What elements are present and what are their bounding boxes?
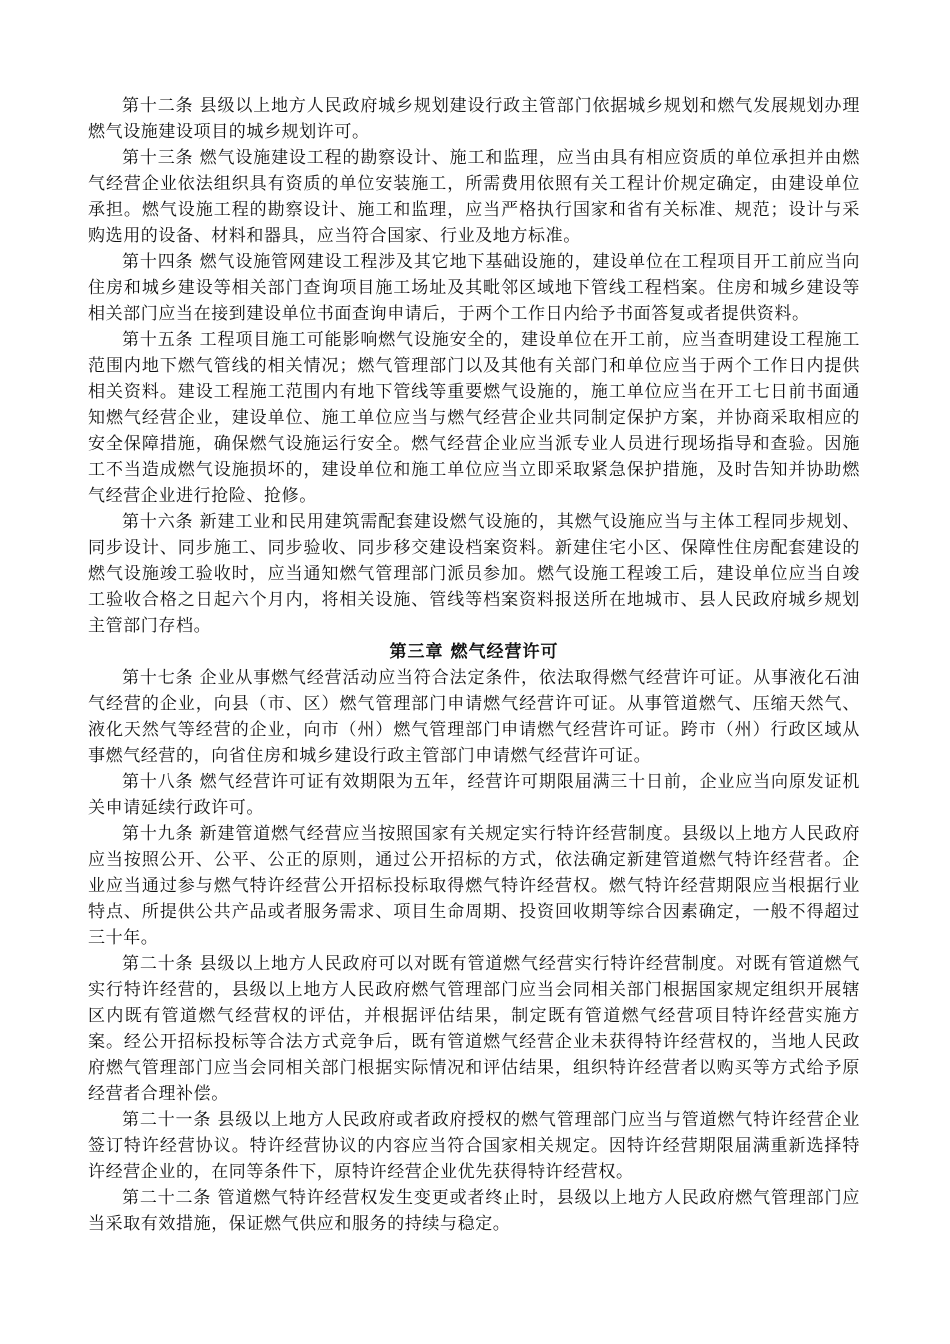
article-13: 第十三条 燃气设施建设工程的勘察设计、施工和监理，应当由具有相应资质的单位承担并由燃气经营企业依法组织具有资质的单位安装施工，所需费用依照有关工程计价规定确定，由建设单位承担。燃气设施工程的勘察设计、施工和监理，应当严格执行国家和省有关标准、规范；设计与采购选用的设备、材料和器具，应当符合国家、行业及地方标准。 [88, 148, 860, 246]
article-12: 第十二条 县级以上地方人民政府城乡规划建设行政主管部门依据城乡规划和燃气发展规划办理燃气设施建设项目的城乡规划许可。 [88, 96, 860, 142]
article-22: 第二十二条 管道燃气特许经营权发生变更或者终止时，县级以上地方人民政府燃气管理部门应当采取有效措施，保证燃气供应和服务的持续与稳定。 [88, 1188, 860, 1234]
document-body [88, 93, 860, 1237]
article-14: 第十四条 燃气设施管网建设工程涉及其它地下基础设施的，建设单位在工程项目开工前应当向住房和城乡建设等相关部门查询项目施工场址及其毗邻区域地下管线工程档案。住房和城乡建设等相关部门应当在接到建设单位书面查询申请后，于两个工作日内给予书面答复或者提供资料。 [88, 252, 860, 324]
article-20: 第二十条 县级以上地方人民政府可以对既有管道燃气经营实行特许经营制度。对既有管道燃气实行特许经营的，县级以上地方人民政府燃气管理部门应当会同相关部门根据国家规定组织开展辖区内既有管道燃气经营权的评估，并根据评估结果，制定既有管道燃气经营项目特许经营实施方案。经公开招标投标等合法方式竞争后，既有管道燃气经营企业未获得特许经营权的，当地人民政府燃气管理部门应当会同相关部门根据实际情况和评估结果，组织特许经营者以购买等方式给予原经营者合理补偿。 [88, 954, 860, 1104]
article-19: 第十九条 新建管道燃气经营应当按照国家有关规定实行特许经营制度。县级以上地方人民政府应当按照公开、公平、公正的原则，通过公开招标的方式，依法确定新建管道燃气特许经营者。企业应当通过参与燃气特许经营公开招标投标取得燃气特许经营权。燃气特许经营期限应当根据行业特点、所提供公共产品或者服务需求、项目生命周期、投资回收期等综合因素确定，一般不得超过三十年。 [88, 824, 860, 948]
article-15: 第十五条 工程项目施工可能影响燃气设施安全的，建设单位在开工前，应当查明建设工程施工范围内地下燃气管线的相关情况；燃气管理部门以及其他有关部门和单位应当于两个工作日内提供相关资料。建设工程施工范围内有地下管线等重要燃气设施的，施工单位应当在开工七日前书面通知燃气经营企业，建设单位、施工单位应当与燃气经营企业共同制定保护方案，并协商采取相应的安全保障措施，确保燃气设施运行安全。燃气经营企业应当派专业人员进行现场指导和查验。因施工不当造成燃气设施损坏的，建设单位和施工单位应当立即采取紧急保护措施，及时告知并协助燃气经营企业进行抢险、抢修。 [88, 330, 860, 506]
chapter-title: 第三章 燃气经营许可 [389, 642, 559, 662]
article-18: 第十八条 燃气经营许可证有效期限为五年，经营许可期限届满三十日前，企业应当向原发证机关申请延续行政许可。 [88, 772, 860, 818]
article-17: 第十七条 企业从事燃气经营活动应当符合法定条件，依法取得燃气经营许可证。从事液化石油气经营的企业，向县（市、区）燃气管理部门申请燃气经营许可证。从事管道燃气、压缩天然气、液化天然气等经营的企业，向市（州）燃气管理部门申请燃气经营许可证。跨市（州）行政区域从事燃气经营的，向省住房和城乡建设行政主管部门申请燃气经营许可证。 [88, 668, 860, 766]
article-21: 第二十一条 县级以上地方人民政府或者政府授权的燃气管理部门应当与管道燃气特许经营企业签订特许经营协议。特许经营协议的内容应当符合国家相关规定。因特许经营期限届满重新选择特许经营企业的，在同等条件下，原特许经营企业优先获得特许经营权。 [88, 1110, 860, 1182]
article-16: 第十六条 新建工业和民用建筑需配套建设燃气设施的，其燃气设施应当与主体工程同步规划、同步设计、同步施工、同步验收、同步移交建设档案资料。新建住宅小区、保障性住房配套建设的燃气设施竣工验收时，应当通知燃气管理部门派员参加。燃气设施工程竣工后，建设单位应当自竣工验收合格之日起六个月内，将相关设施、管线等档案资料报送所在地城市、县人民政府城乡规划主管部门存档。 [88, 512, 860, 636]
